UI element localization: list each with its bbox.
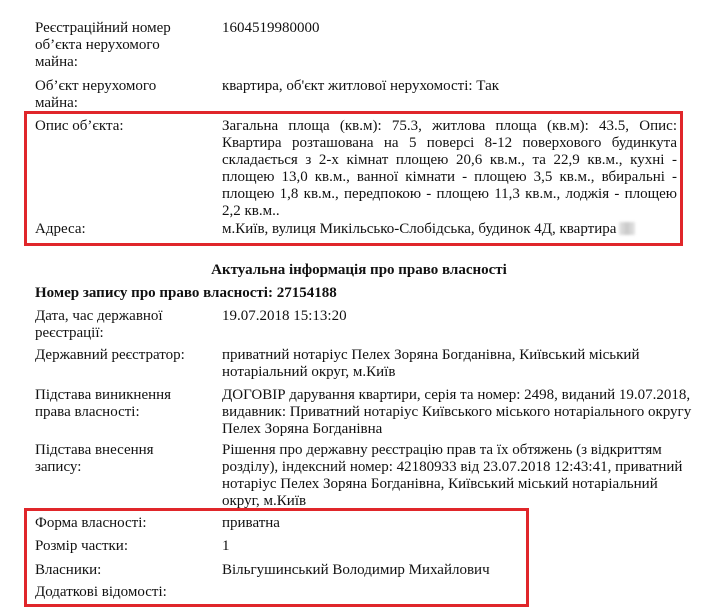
basis-value: ДОГОВІР дарування квартири, серія та номер: 2498, виданий 19.07.2018, видавник: Приватний нотаріус Київського міського нотаріального округу Пелех Зоряна Богданівна xyxy=(222,387,692,437)
owners-label: Власники: xyxy=(35,562,102,578)
share-label: Розмір частки: xyxy=(35,538,128,554)
extra-label: Додаткові відомості: xyxy=(35,584,167,600)
share-value: 1 xyxy=(222,538,230,554)
address-value: м.Київ, вулиця Микільсько-Слобідська, будинок 4Д, квартира xyxy=(222,221,617,237)
date-value: 19.07.2018 15:13:20 xyxy=(222,308,347,324)
entry-basis-value: Рішення про державну реєстрацію прав та їх обтяжень (з відкриттям розділу), індексний номер: 42180933 від 23.07.2018 12:43:41, приватний нотаріус Пелех Зоряна Богданівна, Київський міський нотаріальний округ, м.Київ xyxy=(222,442,683,509)
description-value: Загальна площа (кв.м): 75.3, житлова площа (кв.м): 43.5, Опис: Квартира розташована на 5 поверсі 8-12 поверхового будинкута складається з 2-х кімнат площею 20,6 кв.м., та 22,9 кв.м., кухні - площею 13,0 кв.м., ванної кімнати - площею 3,5 кв.м., вбиральні - площею 1,8 кв.м., передпокою - площею 11,3 кв.м., лоджія - площею 2,2 кв.м.. xyxy=(222,118,677,219)
reg-number-label: Реєстраційний номер об’єкта нерухомого майна: xyxy=(35,20,171,70)
basis-label: Підстава виникнення права власності: xyxy=(35,387,172,420)
registrar-value: приватний нотаріус Пелех Зоряна Богданівна, Київський міський нотаріальний округ, м.Київ xyxy=(222,347,640,380)
description-label: Опис об’єкта: xyxy=(35,118,124,134)
object-value: квартира, об'єкт житлової нерухомості: Так xyxy=(222,78,500,94)
address-label: Адреса: xyxy=(35,221,86,237)
date-label: Дата, час державної реєстрації: xyxy=(35,308,163,341)
entry-basis-label: Підстава внесення запису: xyxy=(35,442,154,475)
reg-number-value: 1604519980000 xyxy=(222,20,320,36)
object-label: Об’єкт нерухомого майна: xyxy=(35,78,157,111)
form-label: Форма власності: xyxy=(35,515,147,531)
record-title: Номер запису про право власності: 27154188 xyxy=(35,285,337,301)
redacted-apartment-number xyxy=(619,222,635,235)
address-value-wrap xyxy=(222,221,692,238)
registrar-label: Державний реєстратор: xyxy=(35,347,185,363)
form-value: приватна xyxy=(222,515,280,531)
section-title: Актуальна інформація про право власності xyxy=(211,262,507,278)
owners-value: Вільгушинський Володимир Михайлович xyxy=(222,562,490,578)
